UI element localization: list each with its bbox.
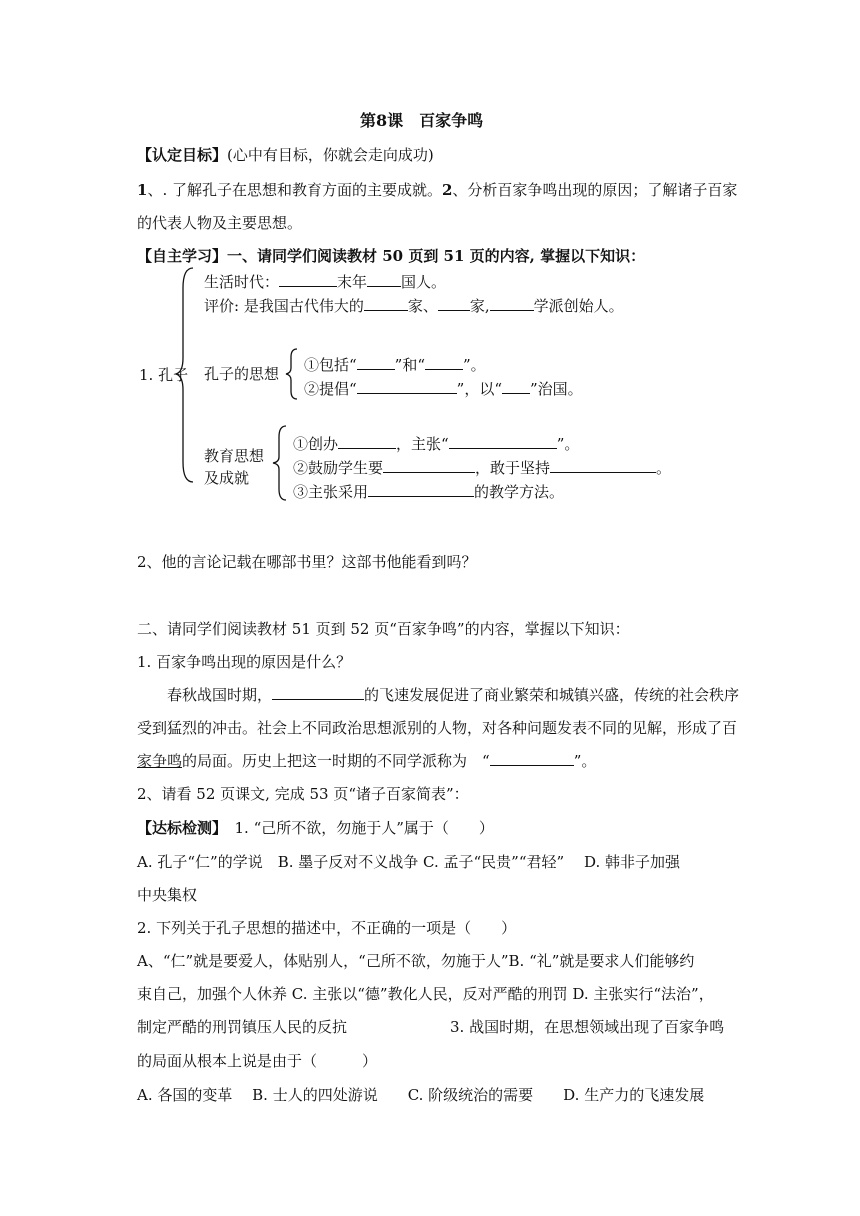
test-question-1: 1. “己所不欲，勿施于人”属于（ ）: [219, 819, 494, 837]
eval-text-b: 家、: [407, 297, 438, 315]
test-q3-line2: 的局面从根本上说是由于（ ）: [137, 1052, 378, 1070]
eval-text-c: 家,: [469, 297, 490, 315]
p1-text-a: 春秋战国时期，: [167, 686, 273, 704]
t1-blank-2[interactable]: [425, 355, 463, 370]
self-study-intro: 一、请同学们阅读教材 50 页到 51 页的内容, 掌握以下知识：: [227, 247, 646, 265]
e2-text-b: ，敢于坚持: [475, 459, 551, 477]
test-q1-options-2: 中央集权: [137, 886, 198, 904]
part2-question-1: 1. 百家争鸣出现的原因是什么？: [137, 653, 352, 671]
part2-para-line1: [167, 685, 739, 705]
self-study-line: [137, 246, 645, 266]
era-text-c: 国人。: [401, 273, 447, 291]
part2-intro: 二、请同学们阅读教材 51 页到 52 页“百家争鸣”的内容，掌握以下知识：: [137, 620, 630, 638]
page-title: 第8课 百家争鸣: [360, 111, 484, 130]
goal-text1: 、. 了解孔子在思想和教育方面的主要成就。: [147, 181, 442, 199]
p3-text-b: ”。: [573, 752, 597, 770]
era-label: 生活时代：: [204, 273, 280, 291]
e3-blank-1[interactable]: [368, 482, 474, 497]
e2-text-a: ②鼓励学生要: [293, 459, 384, 477]
e2-blank-2[interactable]: [550, 458, 656, 473]
eval-line: [204, 296, 624, 316]
goal-text-line2: 的代表人物及主要思想。: [137, 214, 303, 232]
era-blank-1[interactable]: [279, 272, 337, 287]
p3-underlined-text: 家争鸣: [137, 752, 183, 770]
eval-label: 评价: 是我国古代伟大的: [204, 297, 364, 315]
t1-text-b: ”和“: [394, 356, 426, 374]
goal-label: 【认定目标】: [137, 146, 228, 164]
self-study-label: 【自主学习】: [137, 247, 228, 265]
goal-note: (心中有目标，你就会走向成功): [227, 146, 434, 164]
e3-text-b: 的教学方法。: [474, 483, 565, 501]
goal-text-line1: [137, 180, 737, 200]
test-q2-line1: A、“仁”就是要爱人，体贴别人，“己所不欲，勿施于人”B. “礼”就是要求人们能够约: [137, 952, 695, 970]
t2-text-a: ②提倡“: [304, 380, 357, 398]
era-line: [204, 272, 446, 292]
test-q1-options: A. 孔子“仁”的学说 B. 墨子反对不义战争 C. 孟子“民贵”“君轻” D. 韩非子加强: [137, 853, 680, 871]
e1-blank-2[interactable]: [449, 434, 557, 449]
e1-text-c: ”。: [556, 435, 580, 453]
education-label-2: 及成就: [204, 469, 250, 487]
eval-blank-1[interactable]: [364, 296, 408, 311]
t2-text-b: ”，以“: [456, 380, 503, 398]
test-q2-line2: 束自己，加强个人休养 C. 主张以“德”教化人民，反对严酷的刑罚 D. 主张实行“法治”，: [137, 985, 714, 1003]
self-study-question-2: 2、他的言论记载在哪部书里？这部书他能看到吗？: [137, 553, 477, 571]
confucius-label: 1. 孔子: [139, 366, 189, 384]
eval-blank-2[interactable]: [438, 296, 470, 311]
part2-para-line2: 受到猛烈的冲击。社会上不同政治思想派别的人物，对各种问题发表不同的见解，形成了百: [137, 719, 738, 737]
education-brace: [272, 425, 288, 501]
era-blank-2[interactable]: [367, 272, 401, 287]
era-text-b: 末年: [337, 273, 368, 291]
thought-brace: [285, 348, 299, 400]
p1-blank[interactable]: [272, 685, 364, 700]
e2-blank-1[interactable]: [383, 458, 475, 473]
education-line-3: [293, 482, 564, 502]
test-line-1: [137, 818, 494, 838]
e3-text-a: ③主张采用: [293, 483, 369, 501]
goal-line: [137, 145, 434, 165]
p3-blank[interactable]: [490, 751, 574, 766]
t2-blank-2[interactable]: [502, 379, 530, 394]
goal-text2: 、分析百家争鸣出现的原因；了解诸子百家: [452, 181, 738, 199]
education-line-1: [293, 434, 579, 454]
e1-text-a: ①创办: [293, 435, 339, 453]
test-q2-line3b: 3. 战国时期，在思想领域出现了百家争鸣: [450, 1018, 725, 1036]
goal-num2: 2: [441, 181, 453, 199]
eval-blank-3[interactable]: [490, 296, 534, 311]
eval-text-d: 学派创始人。: [533, 297, 624, 315]
thought-label: 孔子的思想: [204, 365, 280, 383]
e1-text-b: ，主张“: [396, 435, 449, 453]
education-line-2: [293, 458, 671, 478]
test-question-2: 2. 下列关于孔子思想的描述中，不正确的一项是（ ）: [137, 919, 517, 937]
education-label-1: 教育思想: [204, 447, 265, 465]
t1-blank-1[interactable]: [357, 355, 395, 370]
part2-para-line3: [137, 751, 596, 771]
t2-blank-1[interactable]: [357, 379, 457, 394]
p1-text-b: 的飞速发展促进了商业繁荣和城镇兴盛，传统的社会秩序: [364, 686, 740, 704]
goal-num1: 1: [137, 181, 148, 199]
thought-line-1: [304, 355, 486, 375]
p3-text-a: 的局面。历史上把这一时期的不同学派称为 “: [182, 752, 490, 770]
part2-question-2: 2、请看 52 页课文, 完成 53 页“诸子百家简表”：: [137, 785, 469, 803]
e2-text-c: 。: [656, 459, 672, 477]
test-label: 【达标检测】: [137, 819, 220, 837]
test-q2-line3a: 制定严酷的刑罚镇压人民的反抗: [137, 1018, 348, 1036]
t2-text-c: ”治国。: [530, 380, 583, 398]
t1-text-a: ①包括“: [304, 356, 357, 374]
test-q3-options: A. 各国的变革 B. 士人的四处游说 C. 阶级统治的需要 D. 生产力的飞速发展: [137, 1086, 705, 1104]
e1-blank-1[interactable]: [338, 434, 396, 449]
thought-line-2: [304, 379, 583, 399]
t1-text-c: ”。: [463, 356, 486, 374]
